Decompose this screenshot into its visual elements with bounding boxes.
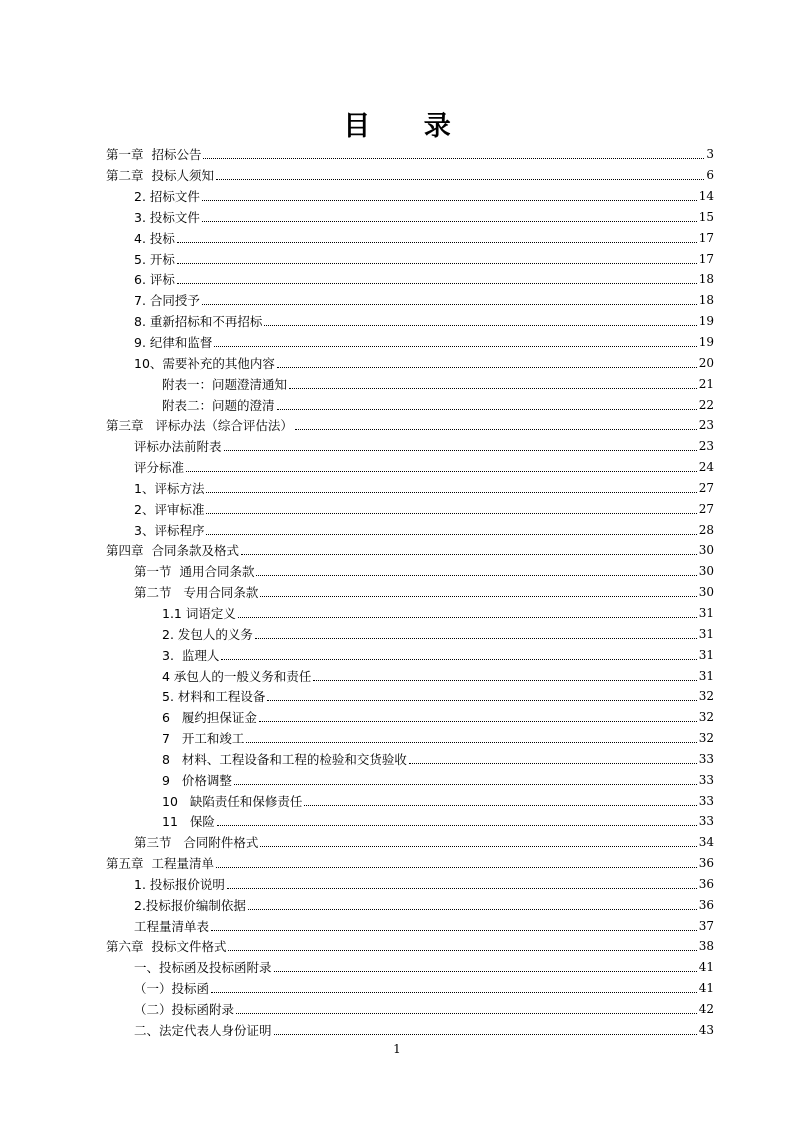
toc-entry-page: 28 bbox=[698, 522, 714, 537]
toc-entry-page: 43 bbox=[698, 1022, 714, 1037]
dot-leader bbox=[177, 262, 697, 264]
toc-entry-label: 10、需要补充的其他内容 bbox=[134, 355, 275, 371]
toc-entry-page: 33 bbox=[698, 793, 714, 808]
toc-entry-page: 21 bbox=[698, 376, 714, 391]
toc-entry-page: 6 bbox=[706, 168, 714, 183]
dot-leader bbox=[206, 533, 696, 535]
dot-leader bbox=[267, 699, 696, 701]
toc-entry[interactable] bbox=[106, 728, 714, 749]
toc-entry[interactable] bbox=[106, 352, 714, 373]
toc-entry-label: 7. 合同授予 bbox=[134, 293, 200, 309]
toc-entry[interactable] bbox=[106, 311, 714, 332]
toc-entry[interactable] bbox=[106, 540, 714, 561]
toc-entry-page: 31 bbox=[698, 668, 714, 683]
dot-leader bbox=[274, 970, 697, 972]
dot-leader bbox=[186, 470, 697, 472]
toc-entry-label: 一、投标函及投标函附录 bbox=[134, 960, 272, 976]
toc-entry[interactable] bbox=[106, 144, 714, 165]
toc-entry[interactable] bbox=[106, 165, 714, 186]
toc-entry-page: 33 bbox=[698, 772, 714, 787]
toc-entry[interactable] bbox=[106, 623, 714, 644]
toc-entry[interactable] bbox=[106, 915, 714, 936]
toc-entry-page: 27 bbox=[698, 501, 714, 516]
toc-entry-page: 17 bbox=[698, 251, 714, 266]
toc-entry-label: 2、评审标准 bbox=[134, 501, 205, 517]
toc-entry-label: 6. 评标 bbox=[134, 272, 175, 288]
toc-entry[interactable] bbox=[106, 1019, 714, 1040]
dot-leader bbox=[277, 366, 697, 368]
toc-entry[interactable] bbox=[106, 874, 714, 895]
toc-entry[interactable] bbox=[106, 811, 714, 832]
toc-entry-label: 附表二：问题的澄清 bbox=[162, 397, 275, 413]
toc-entry-page: 27 bbox=[698, 480, 714, 495]
dot-leader bbox=[241, 553, 697, 555]
toc-entry[interactable] bbox=[106, 686, 714, 707]
toc-entry-page: 30 bbox=[698, 564, 714, 579]
toc-entry-page: 31 bbox=[698, 605, 714, 620]
toc-entry-page: 18 bbox=[698, 293, 714, 308]
toc-entry[interactable] bbox=[106, 498, 714, 519]
toc-entry-page: 19 bbox=[698, 335, 714, 350]
dot-leader bbox=[227, 887, 697, 889]
dot-leader bbox=[313, 679, 696, 681]
toc-entry-page: 30 bbox=[698, 585, 714, 600]
dot-leader bbox=[238, 616, 697, 618]
toc-entry-label: 5. 材料和工程设备 bbox=[162, 689, 266, 705]
dot-leader bbox=[246, 741, 696, 743]
toc-entry-label: 第五章 工程量清单 bbox=[106, 856, 214, 872]
dot-leader bbox=[248, 908, 697, 910]
toc-entry-label: 第一章 招标公告 bbox=[106, 147, 202, 163]
dot-leader bbox=[224, 449, 697, 451]
toc-entry-page: 36 bbox=[698, 876, 714, 891]
dot-leader bbox=[202, 220, 697, 222]
toc-entry-label: 9. 纪律和监督 bbox=[134, 335, 213, 351]
toc-entry-page: 20 bbox=[698, 355, 714, 370]
toc-entry-page: 36 bbox=[698, 897, 714, 912]
toc-entry-label: 6 履约担保证金 bbox=[162, 710, 257, 726]
toc-entry-page: 33 bbox=[698, 751, 714, 766]
toc-entry[interactable] bbox=[106, 415, 714, 436]
toc-entry-label: 第三节 合同附件格式 bbox=[134, 835, 259, 851]
toc-entry[interactable] bbox=[106, 665, 714, 686]
toc-entry-page: 23 bbox=[698, 439, 714, 454]
table-of-contents bbox=[106, 144, 714, 1040]
toc-entry-label: 第四章 合同条款及格式 bbox=[106, 543, 239, 559]
toc-entry[interactable] bbox=[106, 457, 714, 478]
toc-entry-label: 1、评标方法 bbox=[134, 480, 205, 496]
toc-entry[interactable] bbox=[106, 769, 714, 790]
toc-entry[interactable] bbox=[106, 603, 714, 624]
toc-entry[interactable] bbox=[106, 478, 714, 499]
dot-leader bbox=[304, 804, 696, 806]
dot-leader bbox=[260, 595, 696, 597]
dot-leader bbox=[216, 866, 697, 868]
toc-entry-label: 5. 开标 bbox=[134, 251, 175, 267]
toc-entry[interactable] bbox=[106, 436, 714, 457]
toc-entry-label: 9 价格调整 bbox=[162, 772, 232, 788]
toc-entry[interactable] bbox=[106, 394, 714, 415]
dot-leader bbox=[260, 845, 696, 847]
toc-entry[interactable] bbox=[106, 519, 714, 540]
dot-leader bbox=[295, 428, 697, 430]
toc-entry-page: 41 bbox=[698, 960, 714, 975]
toc-entry[interactable] bbox=[106, 832, 714, 853]
toc-entry-label: 8 材料、工程设备和工程的检验和交货验收 bbox=[162, 751, 407, 767]
toc-entry-page: 17 bbox=[698, 230, 714, 245]
toc-entry[interactable] bbox=[106, 332, 714, 353]
toc-entry-label: 第二章 投标人须知 bbox=[106, 168, 214, 184]
toc-entry-label: 3. 监理人 bbox=[162, 647, 220, 663]
toc-entry[interactable] bbox=[106, 957, 714, 978]
dot-leader bbox=[256, 574, 696, 576]
toc-entry-page: 32 bbox=[698, 710, 714, 725]
dot-leader bbox=[211, 991, 697, 993]
toc-entry[interactable] bbox=[106, 269, 714, 290]
toc-entry[interactable] bbox=[106, 936, 714, 957]
dot-leader bbox=[277, 408, 697, 410]
toc-entry-page: 32 bbox=[698, 731, 714, 746]
toc-entry[interactable] bbox=[106, 582, 714, 603]
toc-entry-label: 11 保险 bbox=[162, 814, 215, 830]
toc-entry-page: 24 bbox=[698, 460, 714, 475]
toc-entry-page: 42 bbox=[698, 1002, 714, 1017]
toc-entry-label: 4. 投标 bbox=[134, 230, 175, 246]
dot-leader bbox=[234, 783, 697, 785]
toc-entry[interactable] bbox=[106, 790, 714, 811]
toc-entry-label: 4 承包人的一般义务和责任 bbox=[162, 668, 312, 684]
toc-entry-label: 10 缺陷责任和保修责任 bbox=[162, 793, 303, 809]
toc-entry-label: 工程量清单表 bbox=[134, 918, 210, 934]
dot-leader bbox=[221, 658, 696, 660]
toc-entry[interactable] bbox=[106, 373, 714, 394]
toc-entry-label: 评分标准 bbox=[134, 460, 185, 476]
toc-entry-label: 2. 发包人的义务 bbox=[162, 626, 253, 642]
dot-leader bbox=[202, 303, 697, 305]
toc-entry[interactable] bbox=[106, 707, 714, 728]
dot-leader bbox=[274, 1033, 697, 1035]
page-title: 目 录 bbox=[343, 111, 473, 142]
dot-leader bbox=[216, 178, 704, 180]
dot-leader bbox=[211, 929, 697, 931]
toc-entry-label: 第一节 通用合同条款 bbox=[134, 564, 255, 580]
toc-entry-page: 31 bbox=[698, 626, 714, 641]
toc-entry-label: 8. 重新招标和不再招标 bbox=[134, 314, 263, 330]
page-number: 1 bbox=[393, 1042, 401, 1056]
dot-leader bbox=[228, 949, 696, 951]
toc-entry[interactable] bbox=[106, 894, 714, 915]
dot-leader bbox=[236, 1012, 697, 1014]
toc-entry-page: 41 bbox=[698, 981, 714, 996]
toc-entry-label: 3、评标程序 bbox=[134, 522, 205, 538]
toc-entry-page: 33 bbox=[698, 814, 714, 829]
toc-entry-page: 34 bbox=[698, 835, 714, 850]
toc-entry[interactable] bbox=[106, 748, 714, 769]
toc-entry-label: 2.投标报价编制依据 bbox=[134, 897, 246, 913]
toc-entry-page: 23 bbox=[698, 418, 714, 433]
toc-entry[interactable] bbox=[106, 853, 714, 874]
toc-entry[interactable] bbox=[106, 186, 714, 207]
toc-entry-page: 38 bbox=[698, 939, 714, 954]
dot-leader bbox=[214, 345, 696, 347]
toc-entry-label: 2. 招标文件 bbox=[134, 189, 200, 205]
dot-leader bbox=[409, 762, 697, 764]
toc-entry-label: 第三章 评标办法（综合评估法） bbox=[106, 418, 293, 434]
toc-entry[interactable] bbox=[106, 207, 714, 228]
toc-entry[interactable] bbox=[106, 644, 714, 665]
dot-leader bbox=[177, 282, 697, 284]
dot-leader bbox=[203, 157, 704, 159]
dot-leader bbox=[289, 387, 697, 389]
toc-entry[interactable] bbox=[106, 561, 714, 582]
toc-entry-label: 评标办法前附表 bbox=[134, 439, 222, 455]
toc-entry[interactable] bbox=[106, 248, 714, 269]
toc-entry-label: 7 开工和竣工 bbox=[162, 731, 245, 747]
toc-entry-page: 32 bbox=[698, 689, 714, 704]
toc-entry-page: 31 bbox=[698, 647, 714, 662]
toc-entry-label: 二、法定代表人身份证明 bbox=[134, 1022, 272, 1038]
toc-entry-label: 第二节 专用合同条款 bbox=[134, 585, 259, 601]
toc-entry[interactable] bbox=[106, 978, 714, 999]
toc-entry[interactable] bbox=[106, 227, 714, 248]
toc-entry-label: 3. 投标文件 bbox=[134, 209, 200, 225]
dot-leader bbox=[255, 637, 697, 639]
toc-entry-page: 36 bbox=[698, 856, 714, 871]
dot-leader bbox=[206, 512, 696, 514]
dot-leader bbox=[202, 199, 697, 201]
toc-entry-label: （一）投标函 bbox=[134, 981, 210, 997]
toc-entry[interactable] bbox=[106, 999, 714, 1020]
toc-entry-label: （二）投标函附录 bbox=[134, 1002, 235, 1018]
toc-entry-page: 30 bbox=[698, 543, 714, 558]
dot-leader bbox=[217, 824, 697, 826]
dot-leader bbox=[264, 324, 696, 326]
toc-entry-page: 37 bbox=[698, 918, 714, 933]
toc-entry-page: 14 bbox=[698, 189, 714, 204]
toc-entry-label: 1. 投标报价说明 bbox=[134, 876, 225, 892]
toc-entry-label: 附表一：问题澄清通知 bbox=[162, 376, 288, 392]
dot-leader bbox=[206, 491, 696, 493]
toc-entry-label: 1.1 词语定义 bbox=[162, 605, 236, 621]
toc-entry-page: 3 bbox=[706, 147, 714, 162]
toc-entry-page: 19 bbox=[698, 314, 714, 329]
toc-entry-page: 15 bbox=[698, 209, 714, 224]
dot-leader bbox=[177, 241, 697, 243]
toc-entry[interactable] bbox=[106, 290, 714, 311]
toc-entry-page: 18 bbox=[698, 272, 714, 287]
dot-leader bbox=[259, 720, 697, 722]
toc-entry-label: 第六章 投标文件格式 bbox=[106, 939, 227, 955]
toc-entry-page: 22 bbox=[698, 397, 714, 412]
